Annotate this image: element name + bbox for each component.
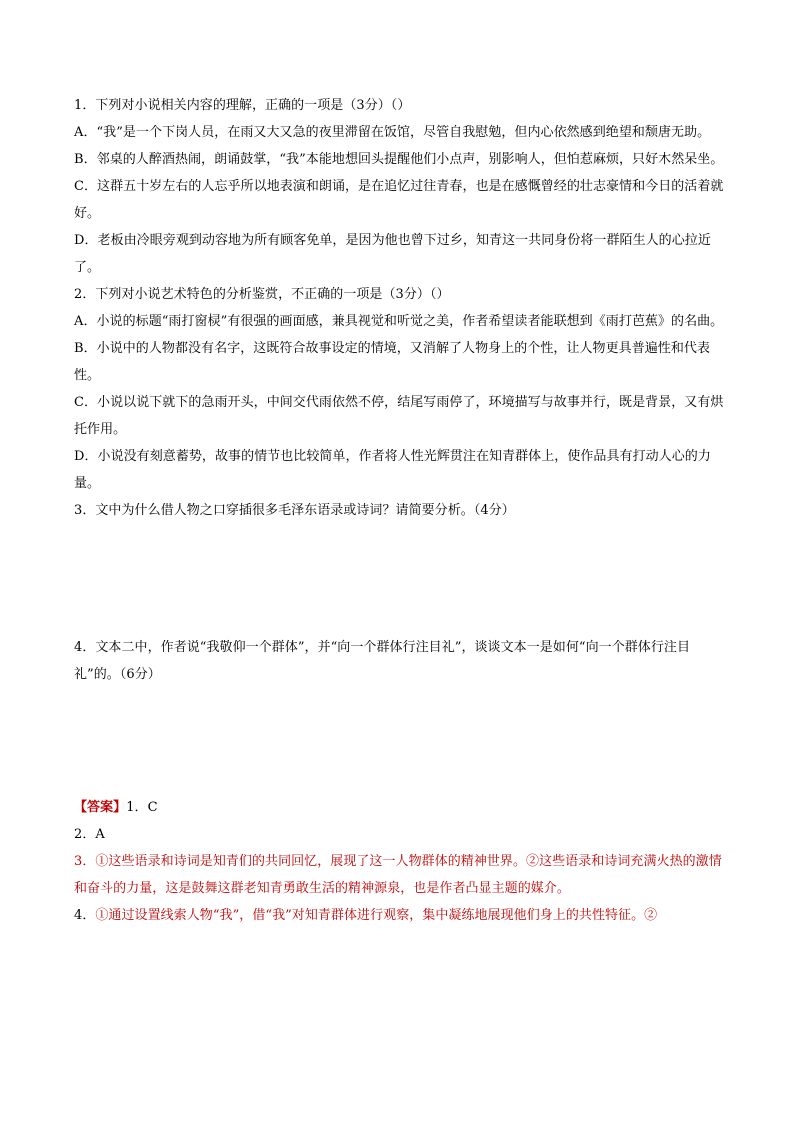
question-3-stem: 3．文中为什么借人物之口穿插很多毛泽东语录或诗词？请简要分析。（4分） xyxy=(74,503,515,518)
question-1-option-a: A．“我”是一个下岗人员，在雨又大又急的夜里滞留在饭馆，尽管自我慰勉，但内心依然感到绝望和颓唐无助。 xyxy=(74,125,711,140)
question-2-option-b: B．小说中的人物都没有名字，这既符合故事设定的情境，又消解了人物身上的个性，让人物更具普遍性和代表性。 xyxy=(74,341,711,383)
answer-3-text: 3．①这些语录和诗词是知青们的共同回忆，展现了这一人物群体的精神世界。②这些语录和诗词充满火热的激情和奋斗的力量，这是鼓舞这群老知青勇敢生活的精神源泉，也是作者凸显主题的媒介。 xyxy=(74,854,722,896)
answer-line-1 xyxy=(74,794,724,821)
question-1-option-b: B．邻桌的人醉酒热闹，朗诵鼓掌，“我”本能地想回头提醒他们小点声，别影响人，但怕惹麻烦，只好木然呆坐。 xyxy=(74,152,724,167)
question-1-stem: 1．下列对小说相关内容的理解，正确的一项是（3分）（） xyxy=(74,98,411,113)
answer-space-3 xyxy=(74,524,724,634)
exam-content xyxy=(74,92,724,929)
answer-4 xyxy=(74,902,724,929)
question-2-option-d: D．小说没有刻意蓄势，故事的情节也比较简单，作者将人性光辉贯注在知青群体上，使作品具有打动人心的力量。 xyxy=(74,449,711,491)
answer-3 xyxy=(74,848,724,902)
question-2-option-a: A．小说的标题“雨打窗棂”有很强的画面感，兼具视觉和听觉之美，作者希望读者能联想到《雨打芭蕉》的名曲。 xyxy=(74,314,724,329)
question-1-option-d: D．老板由冷眼旁观到动容地为所有顾客免单，是因为他也曾下过乡，知青这一共同身份将一群陌生人的心拉近了。 xyxy=(74,233,711,275)
question-2-stem: 2．下列对小说艺术特色的分析鉴赏，不正确的一项是（3分）（） xyxy=(74,287,450,302)
question-4-stem: 4．文本二中，作者说“我敬仰一个群体”，并“向一个群体行注目礼”，谈谈文本一是如何“向一个群体行注目礼”的。（6分） xyxy=(74,640,691,682)
answer-2: 2．A xyxy=(74,827,105,842)
answer-4-text: ①通过设置线索人物“我”，借“我”对知青群体进行观察，集中凝练地展现他们身上的共性特征。② xyxy=(95,908,658,923)
question-2-option-c: C．小说以说下就下的急雨开头，中间交代雨依然不停，结尾写雨停了，环境描写与故事并行，既是背景，又有烘托作用。 xyxy=(74,395,724,437)
question-1-option-c: C．这群五十岁左右的人忘乎所以地表演和朗诵，是在追忆过往青春，也是在感慨曾经的壮志豪情和今日的活着就好。 xyxy=(74,179,724,221)
answer-space-4 xyxy=(74,688,724,794)
answer-4-number: 4． xyxy=(74,908,96,923)
answer-label: 【答案】 xyxy=(74,800,127,815)
answer-1: 1．C xyxy=(126,800,158,815)
